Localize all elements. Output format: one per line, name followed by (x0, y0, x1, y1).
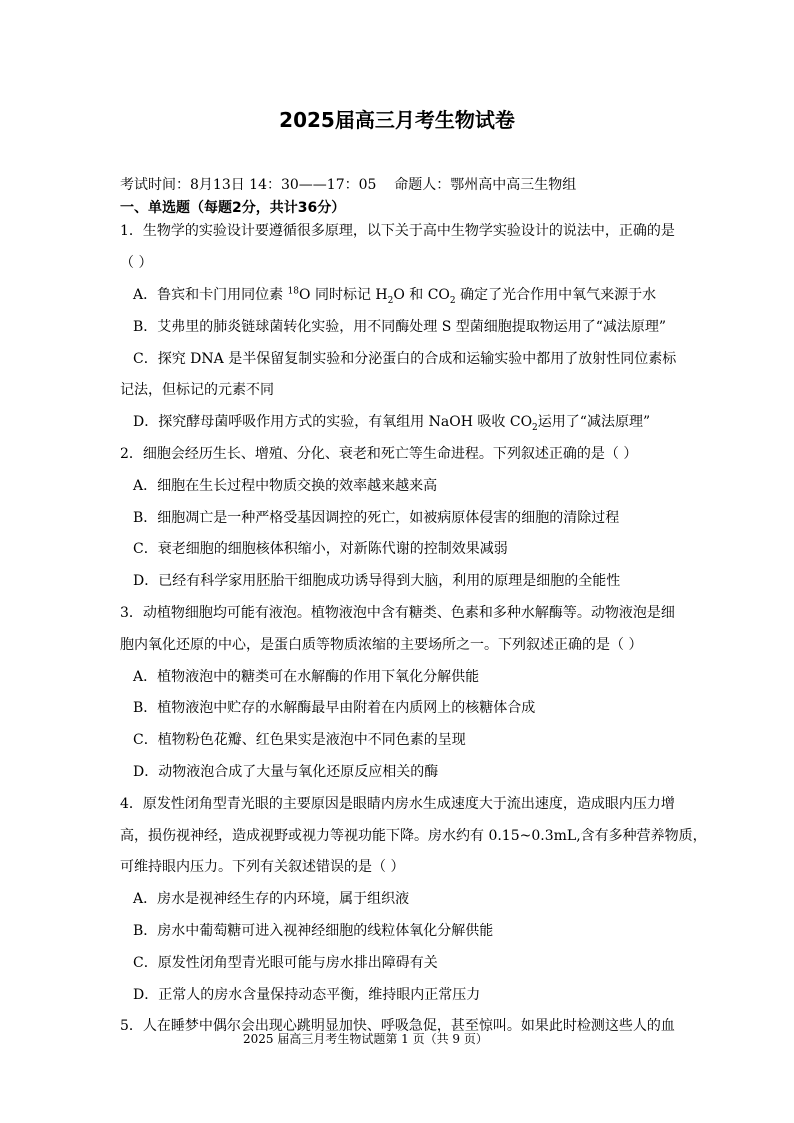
page-footer: 2025 届高三月考生物试题第 1 页（共 9 页） (243, 1032, 488, 1046)
q5-stem-line-1: 5．人在睡梦中偶尔会出现心跳明显加快、呼吸急促，甚至惊叫。如果此时检测这些人的血 (120, 1018, 675, 1034)
q4-option-c: C．原发性闭角型青光眼可能与房水排出障碍有关 (133, 955, 438, 971)
q4-stem-line-3: 可维持眼内压力。下列有关叙述错误的是（ ） (120, 859, 405, 875)
q3-stem-line-2: 胞内氧化还原的中心，是蛋白质等物质浓缩的主要场所之一。下列叙述正确的是（ ） (120, 637, 643, 653)
q1-option-a: A．鲁宾和卡门用同位素 $^{18}$O 同时标记 $H_2O$ 和 $CO_2$ 确定了光合作用中氧气来源于水 (133, 286, 657, 306)
q4-option-a: A．房水是视神经生存的内环境，属于组织液 (133, 891, 410, 907)
q4-option-b: B．房水中葡萄糖可进入视神经细胞的线粒体氧化分解供能 (133, 923, 494, 939)
q2-option-b: B．细胞凋亡是一种严格受基因调控的死亡，如被病原体侵害的细胞的清除过程 (133, 510, 620, 526)
section-heading: 一、单选题（每题2分，共计36分） (120, 200, 346, 216)
q1-option-c-line-1: C．探究 DNA 是半保留复制实验和分泌蛋白的合成和运输实验中都用了放射性同位素标 (133, 351, 677, 367)
q3-stem-line-1: 3．动植物细胞均可能有液泡。植物液泡中含有糖类、色素和多种水解酶等。动物液泡是细 (120, 605, 675, 621)
exam-title: 2025届高三月考生物试卷 (279, 108, 515, 132)
q1-stem-line-2: （ ） (120, 255, 153, 271)
q3-option-b: B．植物液泡中贮存的水解酶最早由附着在内质网上的核糖体合成 (133, 700, 536, 716)
q1-option-d: D．探究酵母菌呼吸作用方式的实验，有氧组用 NaOH 吸收 $CO_2$运用了“减法原理” (133, 414, 651, 433)
q4-stem-line-2: 高，损伤视神经，造成视野或视力等视功能下降。房水约有 0.15~0.3mL,含有多种营养物质， (120, 828, 707, 844)
q2-option-d: D．已经有科学家用胚胎干细胞成功诱导得到大脑，利用的原理是细胞的全能性 (133, 573, 621, 589)
q1-option-b: B．艾弗里的肺炎链球菌转化实验，用不同酶处理 S 型菌细胞提取物运用了“减法原理” (133, 319, 667, 335)
exam-info: 考试时间：8月13日 14：30——17：05 命题人：鄂州高中高三生物组 (120, 177, 577, 193)
q2-stem: 2．细胞会经历生长、增殖、分化、衰老和死亡等生命进程。下列叙述正确的是（ ） (120, 446, 638, 462)
q3-option-d: D．动物液泡合成了大量与氧化还原反应相关的酶 (133, 764, 439, 780)
q2-option-c: C．衰老细胞的细胞核体积缩小，对新陈代谢的控制效果减弱 (133, 541, 508, 557)
q1-stem-line-1: 1．生物学的实验设计要遵循很多原理，以下关于高中生物学实验设计的说法中，正确的是 (120, 223, 675, 239)
q4-stem-line-1: 4．原发性闭角型青光眼的主要原因是眼睛内房水生成速度大于流出速度，造成眼内压力增 (120, 796, 675, 812)
q3-option-a: A．植物液泡中的糖类可在水解酶的作用下氧化分解供能 (133, 669, 480, 685)
q3-option-c: C．植物粉色花瓣、红色果实是液泡中不同色素的呈现 (133, 732, 466, 748)
q4-option-d: D．正常人的房水含量保持动态平衡，维持眼内正常压力 (133, 987, 481, 1003)
q1-option-c-line-2: 记法，但标记的元素不同 (120, 382, 274, 398)
q2-option-a: A．细胞在生长过程中物质交换的效率越来越来高 (133, 478, 438, 494)
